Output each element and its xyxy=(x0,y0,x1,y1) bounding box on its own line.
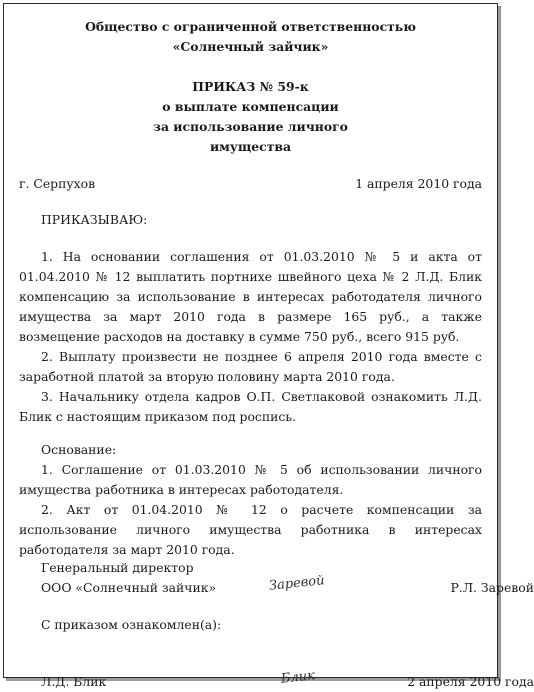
acknowledged-name: Л.Д. Блик xyxy=(41,674,107,689)
organization-name: «Солнечный зайчик» xyxy=(172,39,329,54)
acknowledgement-signature-row xyxy=(41,668,534,692)
acknowledgement-label: С приказом ознакомлен(а): xyxy=(41,617,222,632)
basis-item-1: 1. Соглашение от 01.03.2010 № 5 об использовании личного имущества работника в интересах работодателя. xyxy=(19,462,482,497)
basis-item-2: 2. Акт от 01.04.2010 № 12 о расчете компенсации за использование личного имущества работника в интересах работодателя за март 2010 года. xyxy=(19,502,482,557)
order-items xyxy=(19,247,482,427)
order-subject-line-2: за использование личного xyxy=(153,119,348,134)
director-position: Генеральный директор xyxy=(41,560,194,575)
order-date: 1 апреля 2010 года xyxy=(355,176,482,191)
organization-header xyxy=(19,17,482,57)
director-name: Р.Л. Заревой xyxy=(450,580,534,595)
basis-label: Основание: xyxy=(41,442,117,457)
order-header xyxy=(19,77,482,157)
acknowledged-signature: Блик xyxy=(280,668,316,687)
order-title: ПРИКАЗ № 59-к xyxy=(192,79,309,94)
document-page xyxy=(3,3,534,689)
order-item-2: 2. Выплату произвести не позднее 6 апреля 2010 года вместе с заработной платой за вторую половину марта 2010 года. xyxy=(19,349,482,384)
director-signature: Заревой xyxy=(268,573,326,594)
order-subject-line-1: о выплате компенсации xyxy=(162,99,339,114)
basis-section xyxy=(19,440,482,560)
place-date-row xyxy=(19,174,482,194)
order-subject-line-3: имущества xyxy=(209,139,292,154)
director-org: ООО «Солнечный зайчик» xyxy=(41,580,217,595)
acknowledgement-date: 2 апреля 2010 года xyxy=(407,674,534,689)
order-word: ПРИКАЗЫВАЮ: xyxy=(41,212,148,227)
order-item-3: 3. Начальнику отдела кадров О.П. Светлаковой ознакомить Л.Д. Блик с настоящим приказом под роспись. xyxy=(19,389,482,424)
director-signature-row xyxy=(41,573,534,598)
city: г. Серпухов xyxy=(19,176,96,191)
order-item-1: 1. На основании соглашения от 01.03.2010 № 5 и акта от 01.04.2010 № 12 выплатить портнихе швейного цеха № 2 Л.Д. Блик компенсацию за использование в интересах работодателя личного имущества за март 2010 года в размере 165 руб., а также возмещение расходов на доставку в сумме 750 руб., всего 915 руб. xyxy=(19,249,482,344)
organization-type: Общество с ограниченной ответственностью xyxy=(85,19,416,34)
